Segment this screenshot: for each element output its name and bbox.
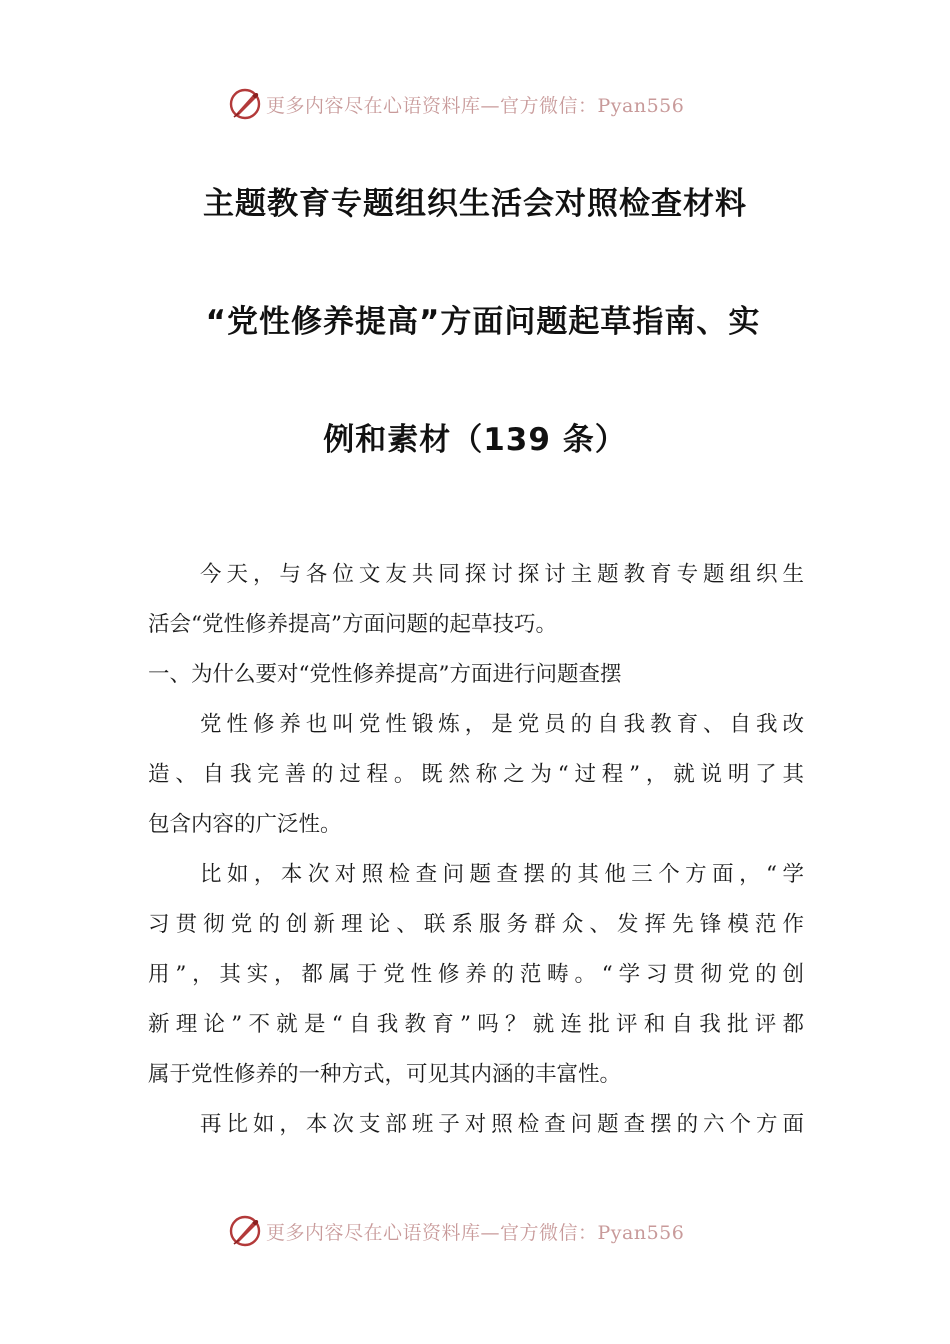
quill-pen-logo-icon [228, 87, 262, 121]
footer-watermark [228, 1213, 684, 1249]
document-title-line-3: 例和素材（139 条） [323, 422, 627, 458]
document-title-line-1: 主题教育专题组织生活会对照检查材料 [203, 186, 747, 222]
body-line: 属于党性修养的一种方式，可见其内涵的丰富性。 [148, 1062, 622, 1087]
section-heading: 一、为什么要对“党性修养提高”方面进行问题查摆 [148, 662, 622, 687]
body-line: 包含内容的广泛性。 [148, 812, 342, 837]
body-line: 造、自我完善的过程。既然称之为“过程”，就说明了其 [148, 762, 804, 787]
body-line: 用”，其实，都属于党性修养的范畴。“学习贯彻党的创 [148, 962, 804, 987]
header-watermark [228, 86, 684, 122]
body-line: 今天，与各位文友共同探讨探讨主题教育专题组织生 [200, 562, 804, 587]
body-line: 党性修养也叫党性锻炼，是党员的自我教育、自我改 [200, 712, 804, 737]
quill-pen-logo-icon [228, 1214, 262, 1248]
body-line: 再比如，本次支部班子对照检查问题查摆的六个方面 [200, 1112, 804, 1137]
watermark-text: 更多内容尽在心语资料库—官方微信：Pyan556 [266, 1221, 685, 1244]
watermark-text: 更多内容尽在心语资料库—官方微信：Pyan556 [266, 94, 685, 117]
body-line: 活会“党性修养提高”方面问题的起草技巧。 [148, 612, 557, 637]
body-line: 新理论”不就是“自我教育”吗？就连批评和自我批评都 [148, 1012, 804, 1037]
body-line: 习贯彻党的创新理论、联系服务群众、发挥先锋模范作 [148, 912, 804, 937]
body-line: 比如，本次对照检查问题查摆的其他三个方面，“学 [200, 862, 804, 887]
document-title-line-2: “党性修养提高”方面问题起草指南、实 [205, 304, 761, 340]
